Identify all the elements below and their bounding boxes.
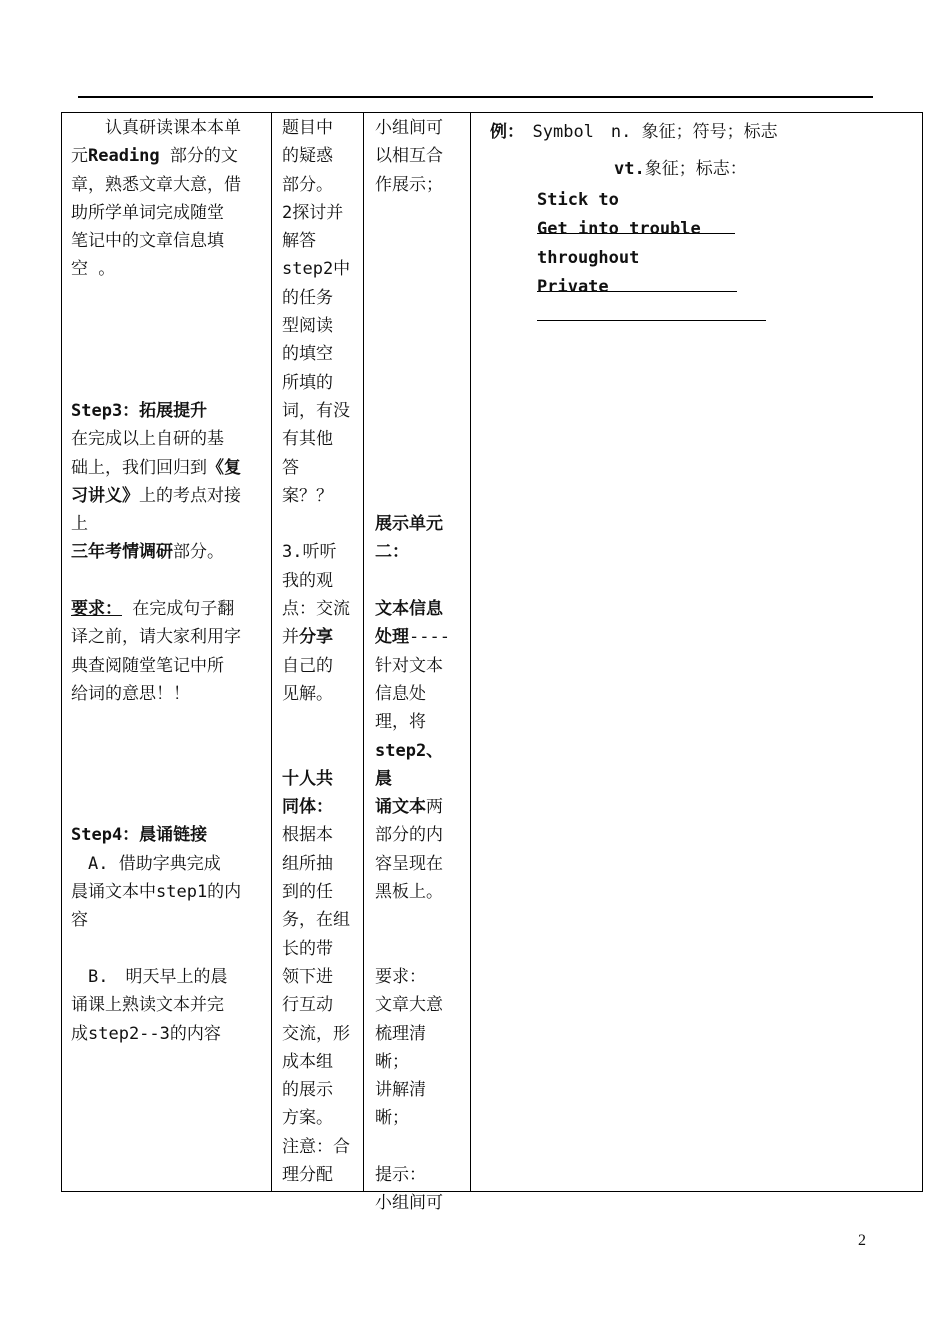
activity-line: 领下进 xyxy=(282,966,333,987)
activity-line: 词，有没 xyxy=(282,400,350,421)
intro-line: 认真研读课本本单 xyxy=(71,118,241,138)
phrase-throughout: throughout xyxy=(490,244,890,273)
activity-line: 解答 xyxy=(282,231,316,252)
step3-line: 三年考情调研部分。 xyxy=(71,542,224,563)
activity-line: 题目中 xyxy=(282,118,333,138)
column-activities xyxy=(282,114,358,1189)
requirement-line: 给词的意思！！ xyxy=(71,683,190,704)
example-symbol-vt: vt.象征；标志： xyxy=(614,159,747,179)
activity-line: 根据本 xyxy=(282,825,333,846)
activity-line: 长的带 xyxy=(282,938,333,959)
text-info-heading: 文本信息 xyxy=(375,599,443,620)
text-info-heading: 处理---- xyxy=(375,627,450,648)
column-divider-4 xyxy=(922,112,923,1192)
presentation-line: 诵文本两 xyxy=(375,797,443,818)
requirement-line: 文章大意 xyxy=(375,995,443,1016)
activity-line: 注意：合 xyxy=(282,1136,350,1157)
activity-line: step2中 xyxy=(282,259,351,280)
activity-line: 行互动 xyxy=(282,995,333,1016)
requirement-line: 梳理清 xyxy=(375,1023,426,1044)
activity-line: 2探讨并 xyxy=(282,202,344,223)
step4-a-line: A. 借助字典完成 xyxy=(71,853,221,874)
activity-line: 的填空 xyxy=(282,344,333,365)
intro-line: 空 。 xyxy=(71,259,116,280)
presentation-line: 理，将 xyxy=(375,712,426,733)
step4-b-line: 诵课上熟读文本并完 xyxy=(71,995,224,1016)
intro-line: 章，熟悉文章大意，借 xyxy=(71,174,241,195)
activity-line: 案？？ xyxy=(282,485,333,506)
activity-line: 所填的 xyxy=(282,372,333,393)
requirement-line: 晰； xyxy=(375,1051,409,1072)
presentation-line: 以相互合 xyxy=(375,146,443,167)
activity-line: 3.听听 xyxy=(282,542,337,563)
group-heading: 十人共 xyxy=(282,768,333,789)
requirement-line: 典查阅随堂笔记中所 xyxy=(71,655,224,676)
column-presentation xyxy=(375,114,459,1218)
step4-a-line: 容 xyxy=(71,910,88,931)
example-symbol: 例： Symbol n. 象征；符号；标志 xyxy=(490,122,778,142)
step4-title: Step4：晨诵链接 xyxy=(71,825,208,846)
unit-heading: 展示单元 xyxy=(375,514,443,535)
phrase-private: Private xyxy=(490,273,890,302)
presentation-line: 针对文本 xyxy=(375,655,443,676)
step3-line: 习讲义》上的考点对接 xyxy=(71,485,241,506)
unit-heading: 二： xyxy=(375,542,409,563)
presentation-line: step2、晨 xyxy=(375,740,444,789)
activity-line: 见解。 xyxy=(282,683,333,704)
presentation-line: 容呈现在 xyxy=(375,853,443,874)
activity-line: 并分享 xyxy=(282,627,333,648)
group-heading: 同体： xyxy=(282,797,333,818)
step3-line: 上 xyxy=(71,514,88,535)
activity-line: 答 xyxy=(282,457,299,478)
requirement-line: 讲解清 xyxy=(375,1080,426,1101)
tip-line: 提示： xyxy=(375,1164,426,1185)
column-vocabulary xyxy=(490,118,890,302)
requirement-line: 要求： xyxy=(375,966,426,987)
step4-b-line: B. 明天早上的晨 xyxy=(71,966,228,987)
page-number: 2 xyxy=(858,1232,866,1249)
activity-line: 交流，形 xyxy=(282,1023,350,1044)
activity-line: 的展示 xyxy=(282,1080,333,1101)
activity-line: 务，在组 xyxy=(282,910,350,931)
activity-line: 的疑惑 xyxy=(282,146,333,167)
column-divider-3 xyxy=(470,112,471,1192)
requirement-line: 译之前，请大家利用字 xyxy=(71,627,241,648)
activity-line: 的任务 xyxy=(282,287,333,308)
activity-line: 理分配 xyxy=(282,1164,333,1185)
activity-line: 部分。 xyxy=(282,174,333,195)
header-rule xyxy=(78,96,873,98)
step3-line: 在完成以上自研的基 xyxy=(71,429,224,450)
column-learning-steps xyxy=(71,114,267,1048)
presentation-line: 部分的内 xyxy=(375,825,443,846)
step4-a-line: 晨诵文本中step1的内 xyxy=(71,882,242,903)
activity-line: 方案。 xyxy=(282,1108,333,1129)
phrase-stick-to: Stick to xyxy=(490,186,890,215)
requirement-line: 晰； xyxy=(375,1108,409,1129)
intro-line: 助所学单词完成随堂 xyxy=(71,202,224,223)
intro-line: 笔记中的文章信息填 xyxy=(71,231,224,252)
presentation-line: 黑板上。 xyxy=(375,882,443,903)
activity-line: 到的任 xyxy=(282,882,333,903)
intro-line: 元Reading 部分的文 xyxy=(71,146,238,167)
presentation-line: 作展示； xyxy=(375,174,443,195)
step3-title: Step3：拓展提升 xyxy=(71,400,208,421)
activity-line: 成本组 xyxy=(282,1051,333,1072)
activity-line: 自己的 xyxy=(282,655,333,676)
phrase-get-into-trouble: Get into trouble xyxy=(537,219,701,239)
activity-line: 组所抽 xyxy=(282,853,333,874)
presentation-line: 信息处 xyxy=(375,683,426,704)
requirement-line: 要求： 在完成句子翻 xyxy=(71,599,235,620)
step3-line: 础上，我们回归到《复 xyxy=(71,457,241,478)
step4-b-line: 成step2--3的内容 xyxy=(71,1023,221,1044)
column-divider-2 xyxy=(363,112,364,1192)
column-divider-1 xyxy=(271,112,272,1192)
activity-line: 点：交流 xyxy=(282,599,350,620)
activity-line: 型阅读 xyxy=(282,316,333,337)
activity-line: 我的观 xyxy=(282,570,333,591)
activity-line: 有其他 xyxy=(282,429,333,450)
tip-line: 小组间可 xyxy=(375,1193,443,1214)
presentation-line: 小组间可 xyxy=(375,118,443,138)
